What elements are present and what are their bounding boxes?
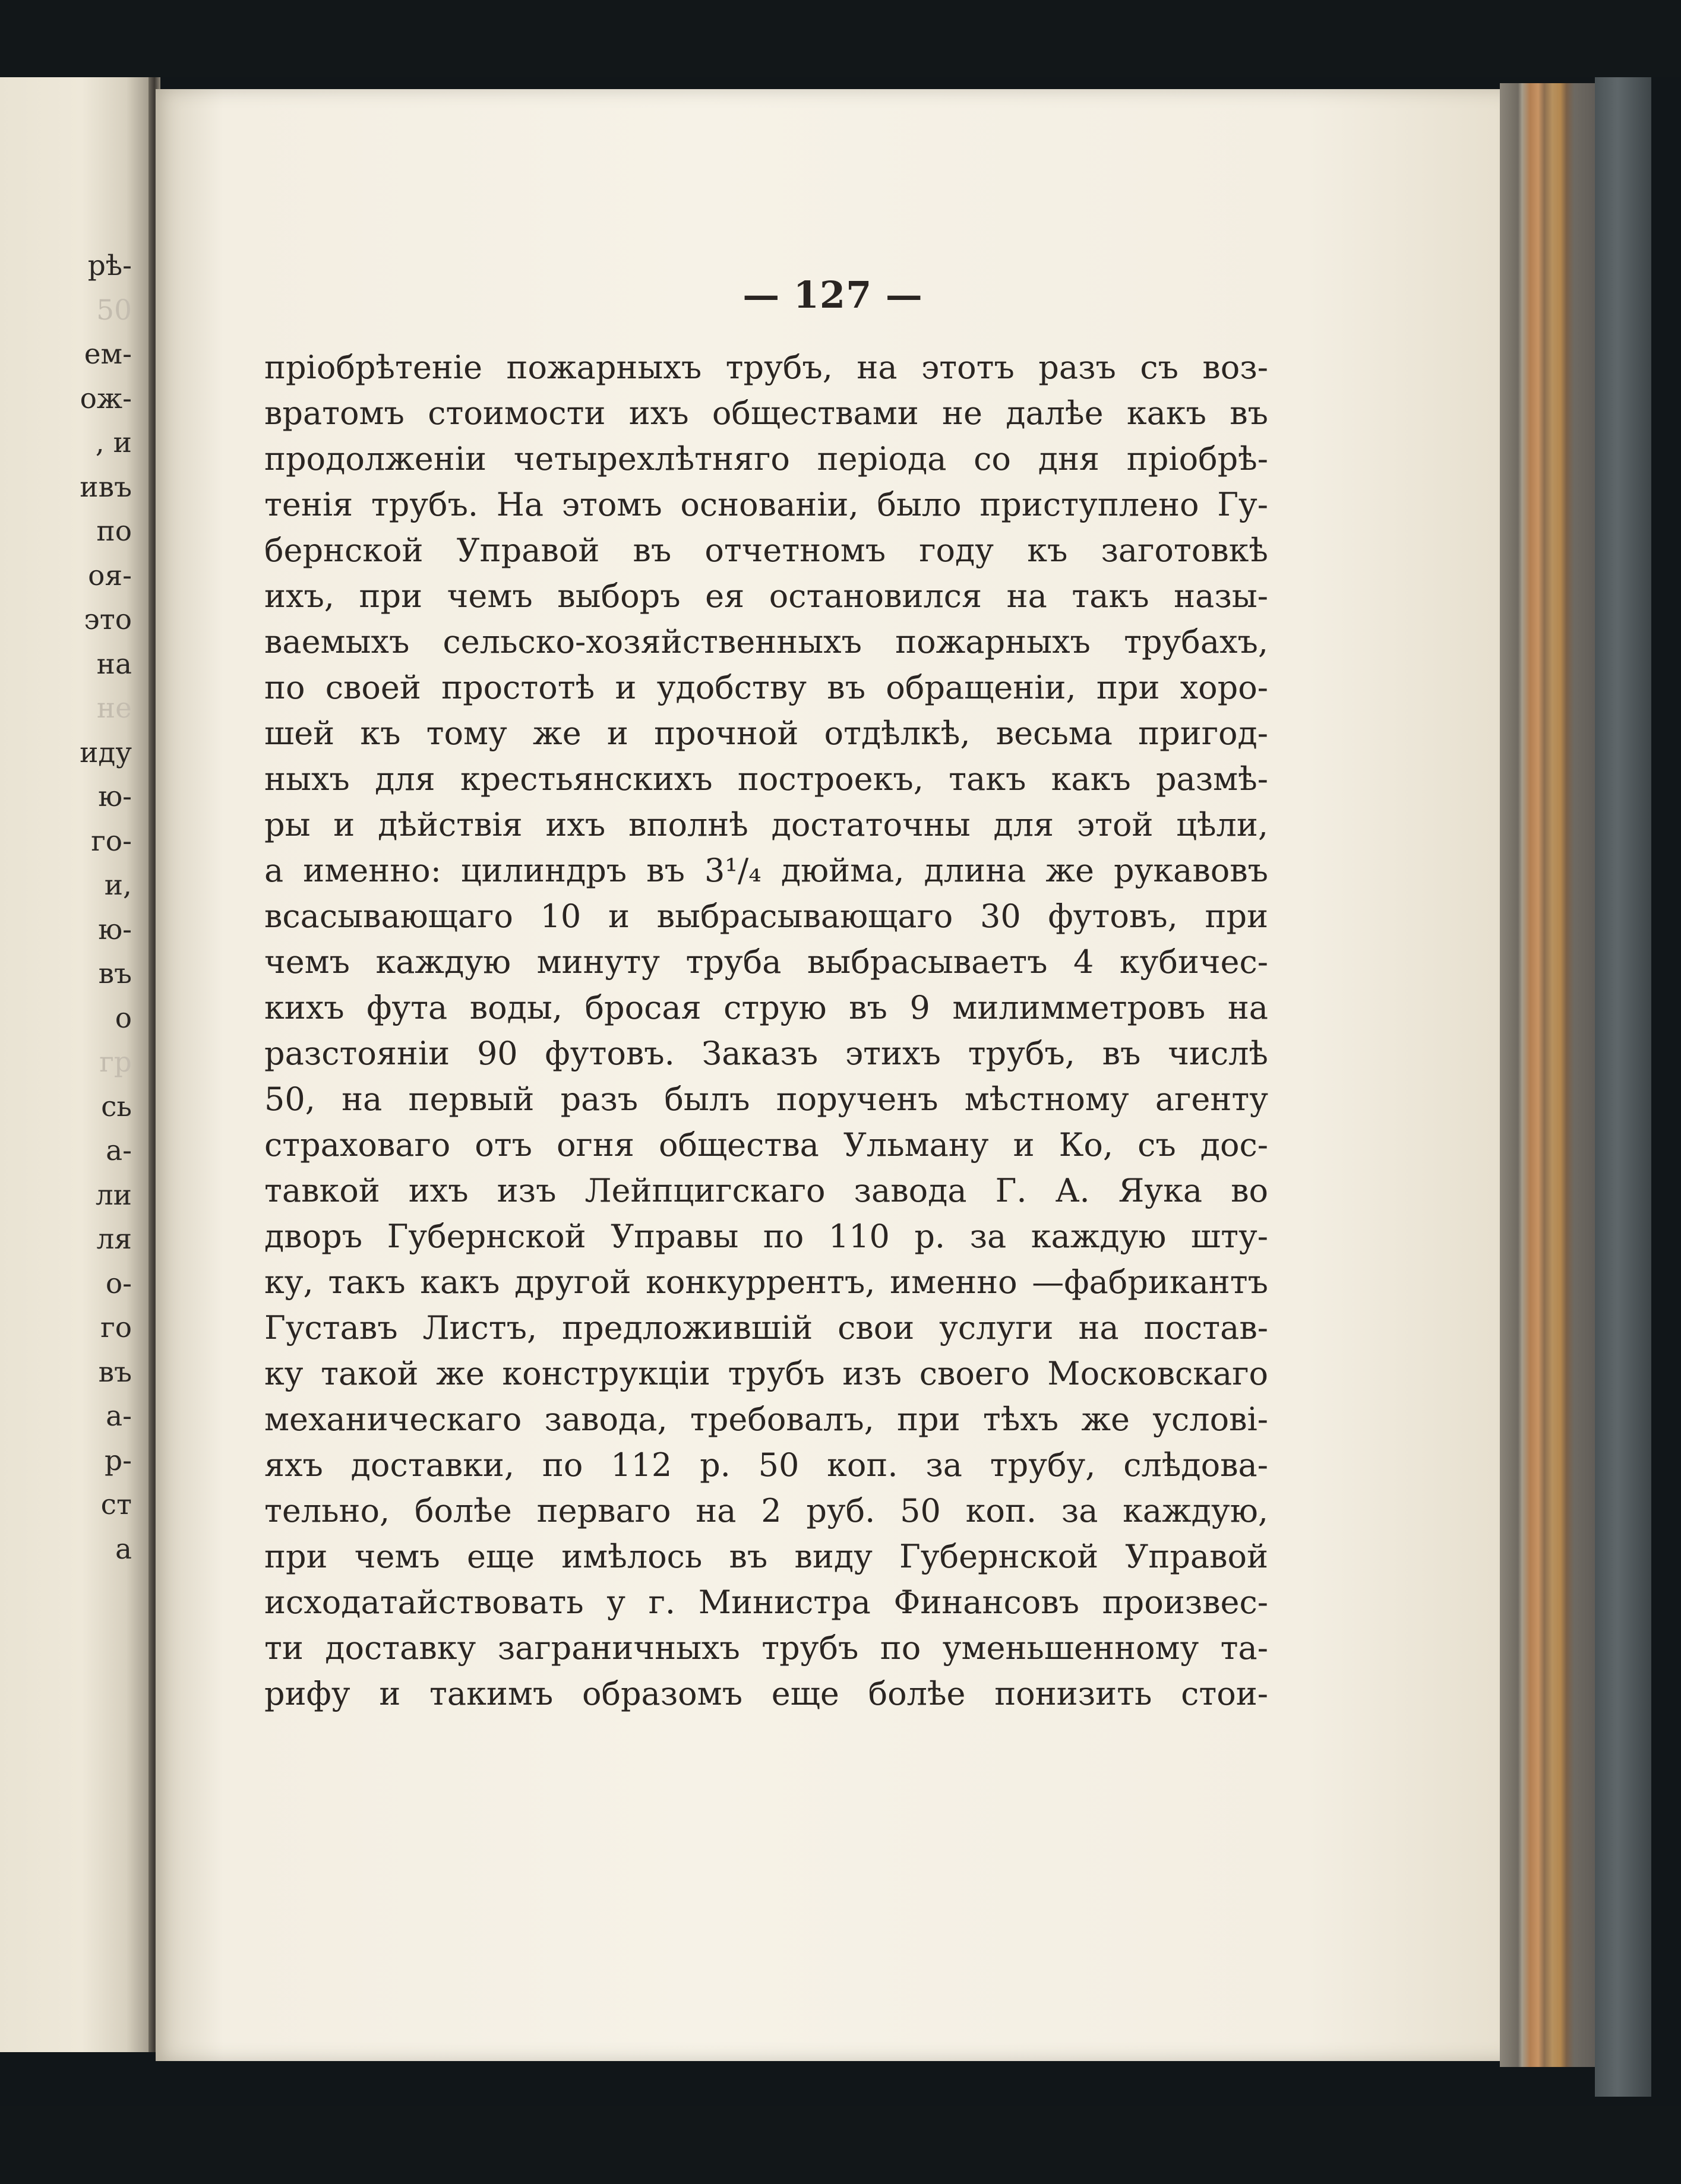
- text-line: кихъ фута воды, бросая струю въ 9 милимметровъ на: [264, 989, 1268, 1026]
- text-line: ваемыхъ сельско-хозяйственныхъ пожарныхъ трубахъ,: [264, 623, 1268, 660]
- text-line: яхъ доставки, по 112 р. 50 коп. за трубу, слѣдова-: [264, 1446, 1268, 1484]
- left-facing-page: [0, 77, 148, 2052]
- left-page-line-fragment: а: [115, 1532, 132, 1566]
- left-page-line-fragment: на: [96, 647, 132, 681]
- left-page-line-fragment: о: [115, 1001, 132, 1035]
- text-line: исходатайствовать у г. Министра Финансовъ произвес-: [264, 1584, 1268, 1621]
- left-page-line-fragment: ю-: [98, 913, 132, 946]
- left-page-line-fragment: рѣ-: [87, 249, 132, 282]
- text-line: разстояніи 90 футовъ. Заказъ этихъ трубъ, въ числѣ: [264, 1035, 1268, 1072]
- left-page-line-fragment: въ: [98, 957, 132, 990]
- left-page-line-fragment: иду: [80, 736, 132, 769]
- left-page-line-fragment: р-: [105, 1444, 132, 1477]
- text-line: тенія трубъ. На этомъ основаніи, было приступлено Гу-: [264, 486, 1268, 523]
- text-line: ти доставку заграничныхъ трубъ по уменьшенному та-: [264, 1629, 1268, 1667]
- text-line: ихъ, при чемъ выборъ ея остановился на такъ назы-: [264, 577, 1268, 615]
- text-line: пріобрѣтеніе пожарныхъ трубъ, на этотъ разъ съ воз-: [264, 349, 1268, 386]
- left-page-line-fragment: а-: [106, 1400, 132, 1433]
- left-page-line-fragment: а-: [106, 1134, 132, 1167]
- text-line: механическаго завода, требовалъ, при тѣхъ же услові-: [264, 1401, 1268, 1438]
- text-line: страховаго отъ огня общества Ульману и Ко, съ дос-: [264, 1126, 1268, 1164]
- left-page-line-fragment: это: [84, 603, 132, 636]
- text-line: чемъ каждую минуту труба выбрасываетъ 4 кубичес-: [264, 943, 1268, 981]
- left-page-line-fragment: ли: [95, 1178, 132, 1212]
- text-line: а именно: цилиндръ въ 3¹/₄ дюйма, длина же рукавовъ: [264, 852, 1268, 889]
- text-line: ку, такъ какъ другой конкуррентъ, именно —фабрикантъ: [264, 1263, 1268, 1301]
- left-page-line-fragment: и,: [104, 869, 132, 902]
- left-page-line-fragment: го: [100, 1311, 132, 1344]
- left-page-line-fragment: , и: [95, 426, 132, 459]
- text-line: шей къ тому же и прочной отдѣлкѣ, весьма пригод-: [264, 715, 1268, 752]
- left-page-line-fragment: ю-: [98, 780, 132, 813]
- text-line: при чемъ еще имѣлось въ виду Губернской Управой: [264, 1538, 1268, 1575]
- left-page-line-fragment: 50: [96, 293, 132, 327]
- page-number: — 127 —: [742, 273, 923, 317]
- text-line: рифу и такимъ образомъ еще болѣе понизить стои-: [264, 1675, 1268, 1712]
- left-page-line-fragment: не: [96, 692, 132, 725]
- left-page-line-fragment: го-: [91, 824, 132, 858]
- left-page-line-fragment: о-: [105, 1267, 132, 1300]
- text-line: дворъ Губернской Управы по 110 р. за каждую шту-: [264, 1218, 1268, 1255]
- left-page-line-fragment: ля: [96, 1223, 132, 1256]
- text-line: продолженіи четырехлѣтняго періода со дня пріобрѣ-: [264, 440, 1268, 478]
- right-page: [156, 89, 1510, 2061]
- left-page-line-fragment: въ: [98, 1355, 132, 1389]
- left-page-line-fragment: ст: [100, 1488, 132, 1521]
- scan-border-top: [0, 0, 1681, 77]
- text-line: ку такой же конструкціи трубъ изъ своего Московскаго: [264, 1355, 1268, 1392]
- text-line: бернской Управой въ отчетномъ году къ заготовкѣ: [264, 532, 1268, 569]
- text-line: вратомъ стоимости ихъ обществами не далѣе какъ въ: [264, 394, 1268, 432]
- text-line: тавкой ихъ изъ Лейпцигскаго завода Г. А. Яука во: [264, 1172, 1268, 1209]
- left-page-line-fragment: ем-: [84, 338, 132, 371]
- left-page-line-fragment: гр: [99, 1046, 132, 1079]
- text-line: по своей простотѣ и удобству въ обращеніи, при хоро-: [264, 669, 1268, 706]
- text-line: ры и дѣйствія ихъ вполнѣ достаточны для этой цѣли,: [264, 806, 1268, 843]
- left-page-line-fragment: по: [96, 515, 132, 548]
- scan-border-bottom: [0, 2106, 1681, 2184]
- text-line: 50, на первый разъ былъ порученъ мѣстному агенту: [264, 1080, 1268, 1118]
- left-page-line-fragment: ож-: [80, 382, 132, 415]
- text-line: тельно, болѣе перваго на 2 руб. 50 коп. за каждую,: [264, 1492, 1268, 1529]
- page-edges: [1500, 83, 1601, 2067]
- left-page-line-fragment: ивъ: [80, 470, 132, 504]
- page-body-text: [264, 344, 1268, 1717]
- text-line: ныхъ для крестьянскихъ построекъ, такъ какъ размѣ-: [264, 760, 1268, 798]
- text-line: всасывающаго 10 и выбрасывающаго 30 футовъ, при: [264, 897, 1268, 935]
- left-page-line-fragment: оя-: [88, 559, 132, 592]
- book-cover-edge: [1595, 77, 1651, 2097]
- left-page-line-fragment: сь: [101, 1090, 132, 1123]
- text-line: Густавъ Листъ, предложившій свои услуги на постав-: [264, 1309, 1268, 1347]
